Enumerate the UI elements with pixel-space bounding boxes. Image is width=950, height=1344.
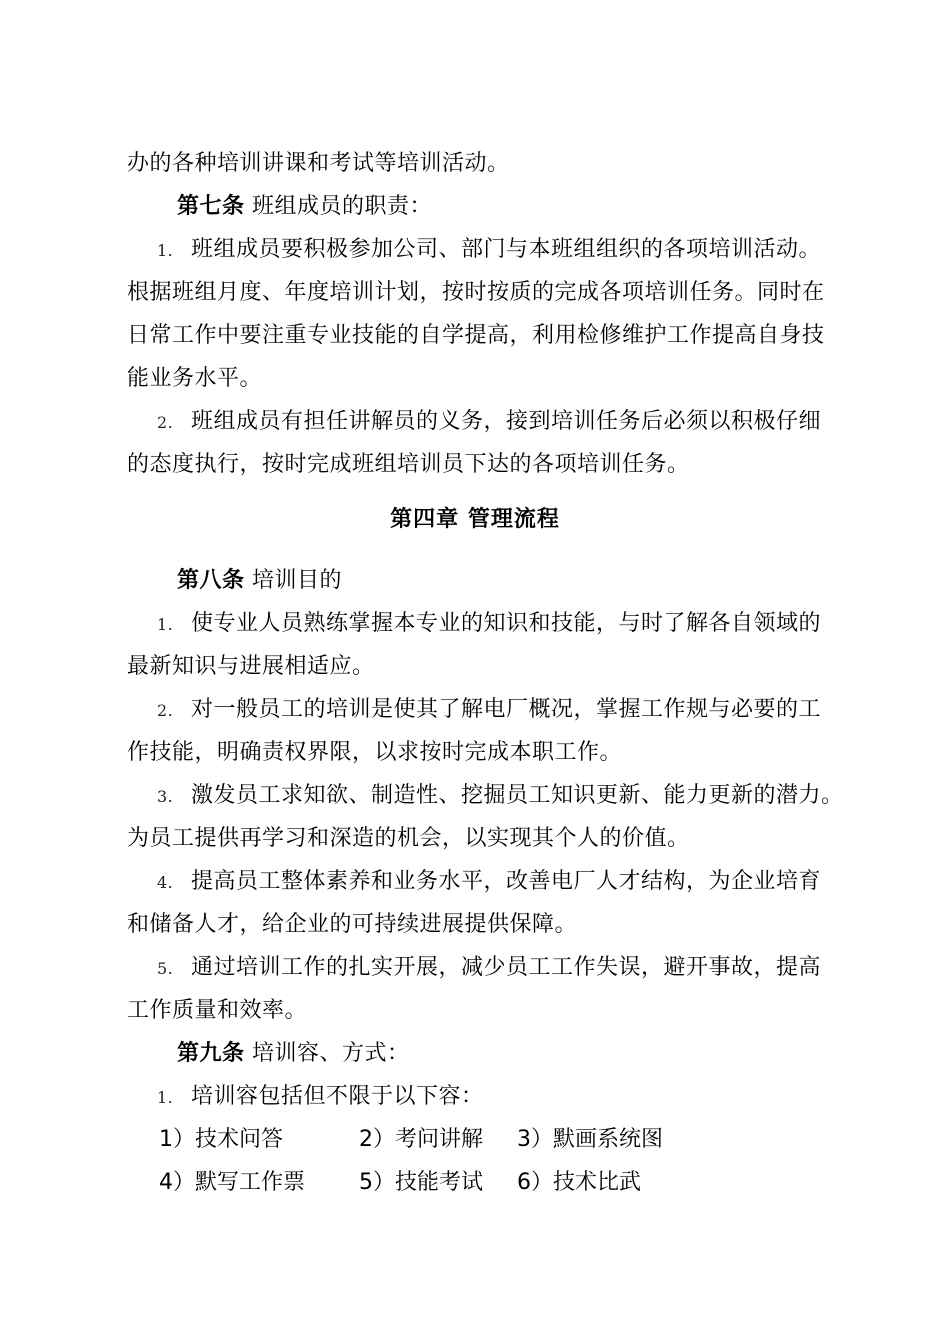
article-title: 培训容、方式： — [244, 1041, 410, 1066]
list-text: 班组成员有担任讲解员的义务，接到培训任务后必须以积极仔细 — [191, 409, 822, 434]
list-number: 5. — [157, 959, 174, 978]
list-number: 1. — [157, 241, 174, 260]
list-item — [127, 774, 844, 817]
article-label: 第七条 — [177, 194, 245, 219]
method-item: 2）考问讲解 — [359, 1127, 483, 1152]
paragraph-line: 和储备人才，给企业的可持续进展提供保障。 — [127, 912, 578, 937]
method-item: 6）技术比武 — [517, 1170, 641, 1195]
paragraph-line: 日常工作中要注重专业技能的自学提高，利用检修维护工作提高自身技 — [127, 323, 825, 348]
list-number: 1. — [157, 615, 174, 634]
paragraph-line: 作技能，明确责权界限，以求按时完成本职工作。 — [127, 740, 623, 765]
list-text: 通过培训工作的扎实开展，减少员工工作失误，避开事故，提高 — [191, 955, 822, 980]
paragraph-line: 最新知识与进展相适应。 — [127, 654, 375, 679]
method-item: 3）默画系统图 — [517, 1127, 663, 1152]
chapter-heading: 第四章 管理流程 — [390, 507, 560, 532]
list-number: 3. — [157, 787, 174, 806]
list-item — [127, 946, 823, 989]
list-item — [127, 400, 823, 443]
list-number: 2. — [157, 413, 174, 432]
paragraph-line: 工作质量和效率。 — [127, 998, 308, 1023]
article-title: 班组成员的职责： — [244, 194, 433, 219]
list-text: 提高员工整体素养和业务水平，改善电厂人才结构，为企业培育 — [191, 869, 822, 894]
list-text: 使专业人员熟练掌握本专业的知识和技能，与时了解各自领域的 — [191, 611, 822, 636]
list-text: 对一般员工的培训是使其了解电厂概况，掌握工作规与必要的工 — [191, 697, 822, 722]
list-item — [127, 688, 823, 731]
article-label: 第八条 — [177, 568, 245, 593]
list-number: 1. — [157, 1088, 174, 1107]
method-item: 4）默写工作票 — [159, 1170, 305, 1195]
article-7-heading — [127, 185, 823, 228]
paragraph-line: 的态度执行，按时完成班组培训员下达的各项培训任务。 — [127, 452, 690, 477]
list-number: 2. — [157, 701, 174, 720]
article-label: 第九条 — [177, 1041, 245, 1066]
method-item: 1）技术问答 — [159, 1127, 283, 1152]
list-text: 班组成员要积极参加公司、部门与本班组组织的各项培训活动。 — [191, 237, 822, 262]
paragraph-line: 根据班组月度、年度培训计划，按时按质的完成各项培训任务。同时在 — [127, 280, 825, 305]
article-9-heading — [127, 1032, 823, 1075]
paragraph-line: 能业务水平。 — [127, 366, 263, 391]
method-item: 5）技能考试 — [359, 1170, 483, 1195]
training-methods-row — [127, 1161, 823, 1204]
list-number: 4. — [157, 873, 174, 892]
list-text: 培训容包括但不限于以下容： — [191, 1084, 484, 1109]
training-methods-row — [127, 1118, 823, 1161]
article-title: 培训目的 — [244, 568, 343, 593]
list-item — [127, 602, 823, 645]
document-page — [127, 142, 844, 1204]
list-item — [127, 1075, 823, 1118]
paragraph-line: 为员工提供再学习和深造的机会，以实现其个人的价值。 — [127, 826, 690, 851]
list-item — [127, 860, 823, 903]
list-text: 激发员工求知欲、制造性、挖掘员工知识更新、能力更新的潜力。 — [191, 783, 844, 808]
list-item — [127, 228, 823, 271]
article-8-heading — [127, 559, 823, 602]
paragraph-line: 办的各种培训讲课和考试等培训活动。 — [127, 151, 510, 176]
